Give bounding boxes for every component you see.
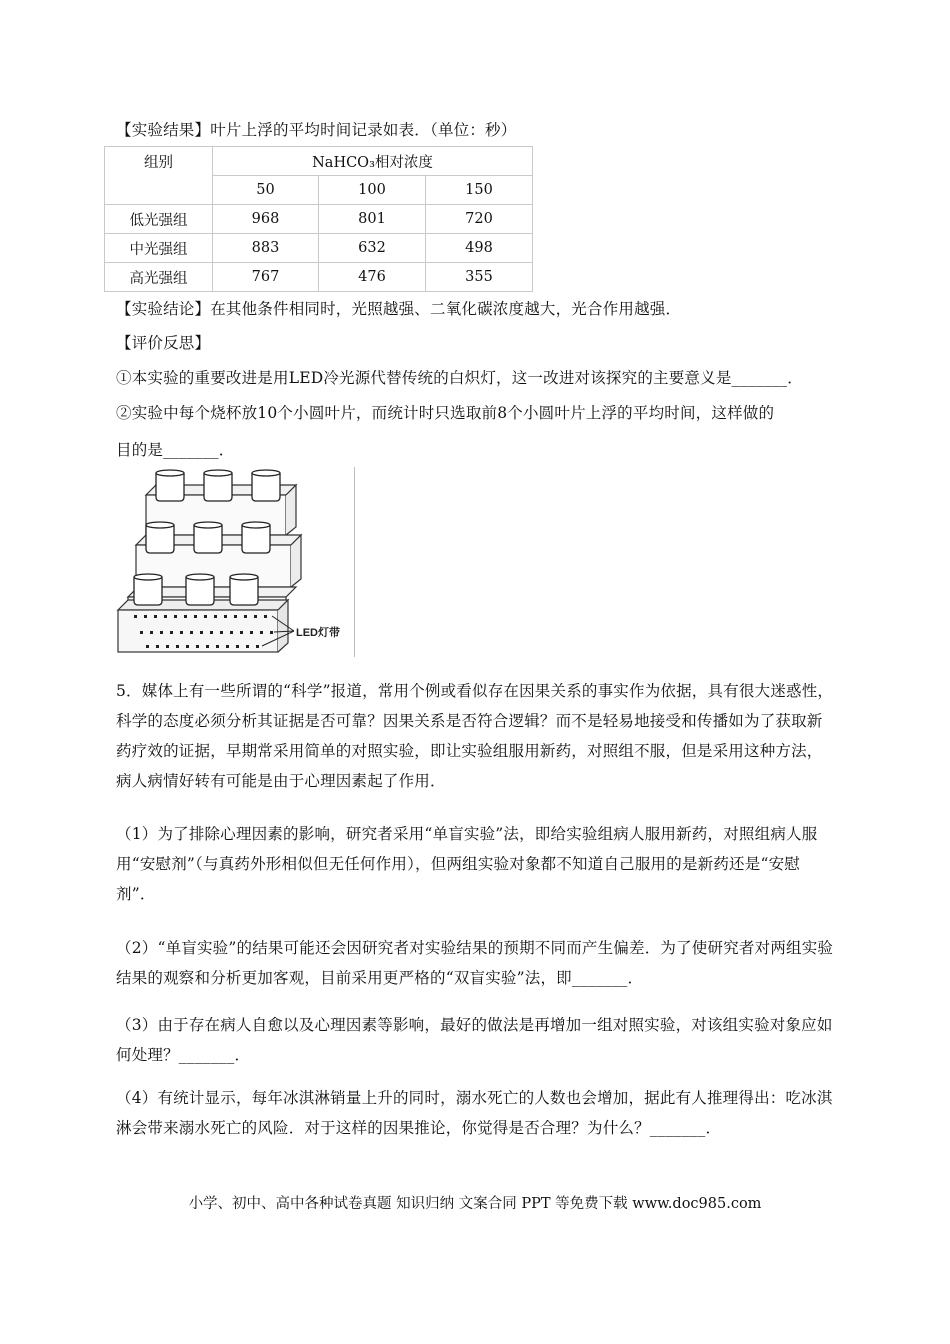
table-cell: 355 [426, 263, 533, 292]
table-row [105, 205, 533, 234]
table-cell: 720 [426, 205, 533, 234]
table-cell: 968 [213, 205, 319, 234]
row-label: 中光强组 [105, 234, 213, 263]
table-cell: 801 [319, 205, 426, 234]
concentration-cell: 150 [426, 176, 533, 205]
table-row [105, 147, 533, 176]
table-cell: 632 [319, 234, 426, 263]
concentration-cell: 50 [213, 176, 319, 205]
question-5-intro: 5．媒体上有一些所谓的“科学”报道，常用个例或看似存在因果关系的事实作为依据，具有很大迷惑性，科学的态度必须分析其证据是否可靠？因果关系是否符合逻辑？而不是轻易地接受和传播如为了获取新药疗效的证据，早期常采用简单的对照实验，即让实验组服用新药，对照组不服，但是采用这种方法，病人病情好转有可能是由于心理因素起了作用． [116, 682, 834, 790]
conclusion-text: 【实验结论】在其他条件相同时，光照越强、二氧化碳浓度越大，光合作用越强． [116, 300, 682, 318]
table-cell: 476 [319, 263, 426, 292]
reflection-heading: 【评价反思】 [116, 334, 211, 352]
concentration-header: NaHCO₃相对浓度 [213, 147, 533, 176]
row-label: 低光强组 [105, 205, 213, 234]
led-shelf-figure [116, 465, 356, 657]
row-label: 高光强组 [105, 263, 213, 292]
led-strip-label: LED灯带 [296, 627, 340, 639]
results-table [104, 146, 533, 292]
question-5-part-2: （2）“单盲实验”的结果可能还会因研究者对实验结果的预期不同而产生偏差．为了使研究者对两组实验结果的观察和分析更加客观，目前采用更严格的“双盲实验”法，即_______． [116, 939, 834, 987]
reflection-item-2: ②实验中每个烧杯放10个小圆叶片，而统计时只选取前8个小圆叶片上浮的平均时间，这样做的 [116, 404, 775, 422]
reflection-item-2-cont: 目的是_______． [116, 441, 235, 459]
question-5-part-3: （3）由于存在病人自愈以及心理因素等影响，最好的做法是再增加一组对照实验，对该组实验对象应如何处理？_______． [116, 1016, 833, 1064]
question-5-part-4: （4）有统计显示，每年冰淇淋销量上升的同时，溺水死亡的人数也会增加，据此有人推理得出：吃冰淇淋会带来溺水死亡的风险．对于这样的因果推论，你觉得是否合理？为什么？_______． [116, 1089, 833, 1137]
figure-divider [354, 467, 355, 657]
table-cell: 498 [426, 234, 533, 263]
table-cell: 767 [213, 263, 319, 292]
concentration-cell: 100 [319, 176, 426, 205]
table-row [105, 263, 533, 292]
table-row [105, 234, 533, 263]
table-cell: 883 [213, 234, 319, 263]
result-heading: 【实验结果】叶片上浮的平均时间记录如表．（单位：秒） [116, 121, 517, 139]
reflection-item-1: ①本实验的重要改进是用LED冷光源代替传统的白炽灯，这一改进对该探究的主要意义是_______． [116, 369, 803, 387]
page-footer: 小学、初中、高中各种试卷真题 知识归纳 文案合同 PPT 等免费下载 www.doc985.com [188, 1196, 762, 1212]
question-5-part-1: （1）为了排除心理因素的影响，研究者采用“单盲实验”法，即给实验组病人服用新药，对照组病人服用“安慰剂”（与真药外形相似但无任何作用），但两组实验对象都不知道自己服用的是新药还是“安慰剂”． [116, 825, 818, 903]
group-header: 组别 [105, 147, 213, 205]
